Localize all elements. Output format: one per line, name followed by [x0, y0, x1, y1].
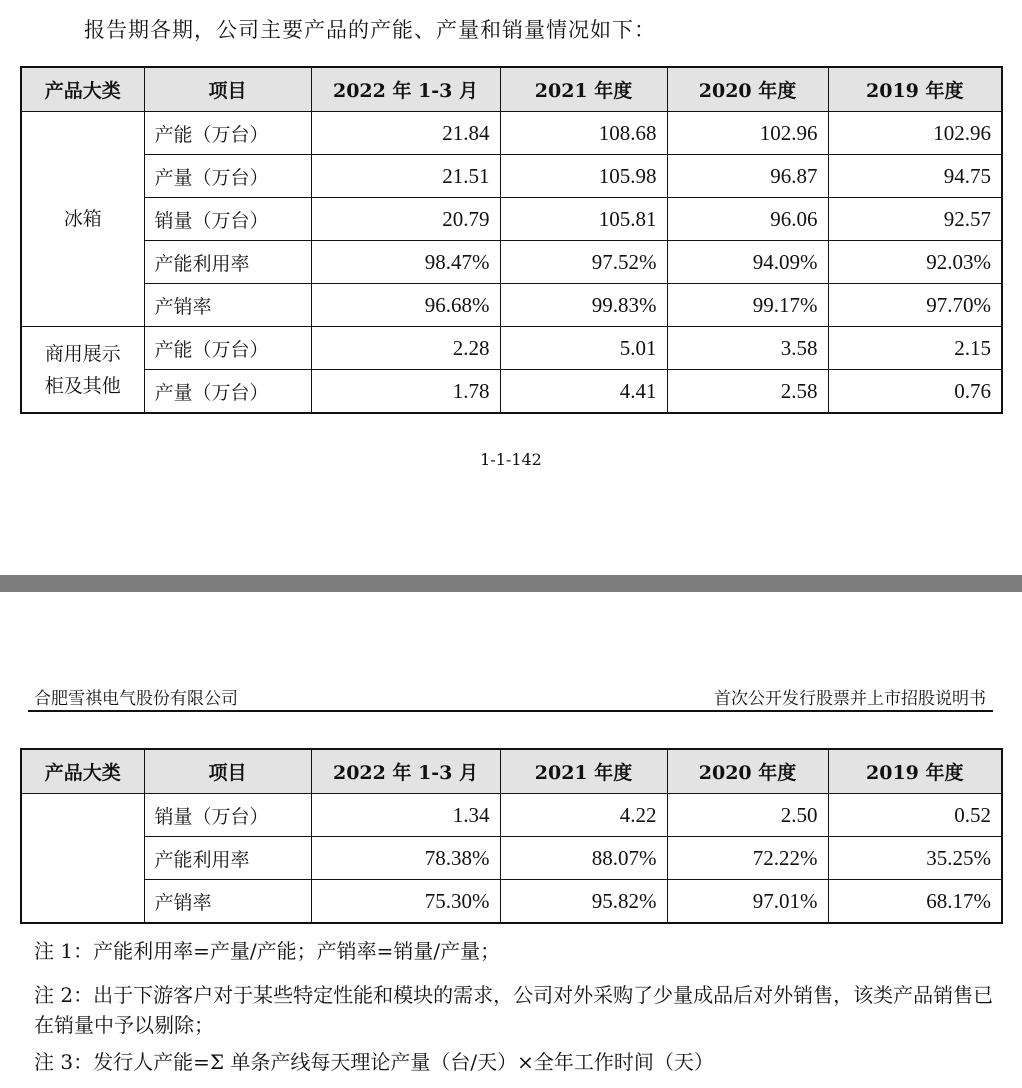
header-2019: 2019 年度	[828, 67, 1002, 112]
category-commercial-display	[21, 327, 144, 414]
table-row	[21, 284, 1002, 327]
cell-value: 97.01%	[667, 880, 828, 924]
cell-value: 102.96	[667, 112, 828, 155]
header-2021: 2021 年度	[500, 749, 667, 794]
category-fridge: 冰箱	[21, 112, 144, 327]
intro-text: 报告期各期，公司主要产品的产能、产量和销量情况如下：	[84, 18, 656, 42]
cell-value: 97.52%	[500, 241, 667, 284]
cell-value: 97.70%	[828, 284, 1002, 327]
header-2022q1: 2022 年 1-3 月	[311, 67, 500, 112]
table-row	[21, 241, 1002, 284]
cell-value: 35.25%	[828, 837, 1002, 880]
note-3: 注 3：发行人产能=Σ 单条产线每天理论产量（台/天）×全年工作时间（天）	[34, 1050, 714, 1074]
cell-value: 21.84	[311, 112, 500, 155]
capacity-table-part2	[20, 748, 1003, 924]
cell-value: 92.03%	[828, 241, 1002, 284]
cell-value: 78.38%	[311, 837, 500, 880]
row-item: 产量（万台）	[144, 370, 311, 414]
cell-value: 98.47%	[311, 241, 500, 284]
header-company: 合肥雪祺电气股份有限公司	[34, 689, 238, 709]
table-row	[21, 198, 1002, 241]
cell-value: 96.87	[667, 155, 828, 198]
header-2021: 2021 年度	[500, 67, 667, 112]
row-item: 产销率	[144, 284, 311, 327]
row-item: 产能利用率	[144, 837, 311, 880]
capacity-table-part1	[20, 66, 1003, 414]
table-row	[21, 112, 1002, 155]
note-1: 注 1：产能利用率=产量/产能；产销率=销量/产量；	[34, 939, 501, 963]
header-rule	[28, 710, 993, 712]
header-2022q1: 2022 年 1-3 月	[311, 749, 500, 794]
cell-value: 102.96	[828, 112, 1002, 155]
cell-value: 0.76	[828, 370, 1002, 414]
header-2020: 2020 年度	[667, 67, 828, 112]
cell-value: 68.17%	[828, 880, 1002, 924]
cell-value: 88.07%	[500, 837, 667, 880]
row-item: 销量（万台）	[144, 794, 311, 837]
cell-value: 92.57	[828, 198, 1002, 241]
cell-value: 99.17%	[667, 284, 828, 327]
category-line: 柜及其他	[44, 374, 121, 397]
note-2: 注 2：出于下游客户对于某些特定性能和模块的需求，公司对外采购了少量成品后对外销售，该类产品销售已在销量中予以剔除；	[34, 983, 994, 1037]
header-item: 项目	[144, 749, 311, 794]
row-item: 产销率	[144, 880, 311, 924]
cell-value: 99.83%	[500, 284, 667, 327]
table-header-row	[21, 67, 1002, 112]
cell-value: 4.41	[500, 370, 667, 414]
table-row	[21, 880, 1002, 924]
cell-value: 105.81	[500, 198, 667, 241]
cell-value: 5.01	[500, 327, 667, 370]
table-row	[21, 837, 1002, 880]
cell-value: 2.28	[311, 327, 500, 370]
cell-value: 1.34	[311, 794, 500, 837]
cell-value: 1.78	[311, 370, 500, 414]
cell-value: 96.68%	[311, 284, 500, 327]
category-line: 商用展示	[44, 342, 121, 365]
cell-value: 96.06	[667, 198, 828, 241]
row-item: 产能利用率	[144, 241, 311, 284]
header-item: 项目	[144, 67, 311, 112]
table-header-row	[21, 749, 1002, 794]
cell-value: 3.58	[667, 327, 828, 370]
page-separator	[0, 575, 1022, 592]
cell-value: 2.50	[667, 794, 828, 837]
row-item: 产量（万台）	[144, 155, 311, 198]
table-row	[21, 327, 1002, 370]
cell-value: 2.58	[667, 370, 828, 414]
header-category: 产品大类	[21, 67, 144, 112]
header-document-title: 首次公开发行股票并上市招股说明书	[714, 689, 986, 709]
cell-value: 94.09%	[667, 241, 828, 284]
cell-value: 4.22	[500, 794, 667, 837]
table-row	[21, 155, 1002, 198]
header-2020: 2020 年度	[667, 749, 828, 794]
cell-value: 95.82%	[500, 880, 667, 924]
row-item: 产能（万台）	[144, 327, 311, 370]
table-row	[21, 370, 1002, 414]
header-2019: 2019 年度	[828, 749, 1002, 794]
cell-value: 72.22%	[667, 837, 828, 880]
cell-value: 2.15	[828, 327, 1002, 370]
header-category: 产品大类	[21, 749, 144, 794]
row-item: 产能（万台）	[144, 112, 311, 155]
cell-value: 0.52	[828, 794, 1002, 837]
page-number: 1-1-142	[480, 450, 542, 469]
row-item: 销量（万台）	[144, 198, 311, 241]
table-row	[21, 794, 1002, 837]
cell-value: 75.30%	[311, 880, 500, 924]
cell-value: 108.68	[500, 112, 667, 155]
cell-value: 105.98	[500, 155, 667, 198]
cell-value: 94.75	[828, 155, 1002, 198]
category-continued	[21, 794, 144, 924]
cell-value: 21.51	[311, 155, 500, 198]
cell-value: 20.79	[311, 198, 500, 241]
